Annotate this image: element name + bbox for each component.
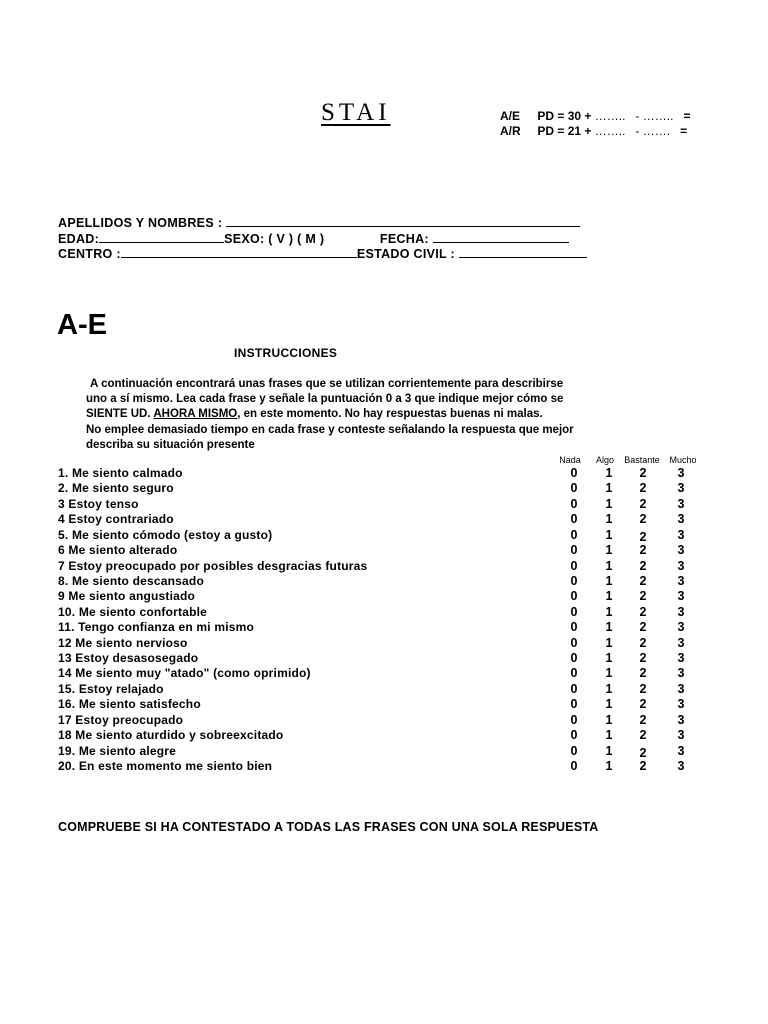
score-option[interactable]: 3	[677, 528, 685, 542]
item-text: 9 Me siento angustiado	[58, 589, 196, 603]
instructions-line-4: No emplee demasiado tiempo en cada frase y conteste señalando la respuesta que mejor	[86, 424, 574, 436]
score-option[interactable]: 2	[639, 713, 647, 727]
age-sex-date-row	[58, 230, 569, 246]
score-option[interactable]: 2	[639, 697, 647, 711]
sex-label: SEXO: ( V ) ( M )	[224, 232, 325, 246]
names-field	[58, 214, 580, 230]
date-input-line[interactable]	[433, 230, 569, 243]
score-sep: -	[635, 124, 640, 138]
score-option[interactable]: 0	[570, 666, 578, 680]
score-option[interactable]: 2	[639, 481, 647, 495]
instructions-title: INSTRUCCIONES	[234, 346, 338, 360]
score-option[interactable]: 0	[570, 682, 578, 696]
instructions-line-3	[86, 408, 543, 420]
item-text: 17 Estoy preocupado	[58, 713, 184, 727]
column-header-mucho: Mucho	[669, 455, 697, 465]
score-option[interactable]: 2	[639, 497, 647, 511]
item-text: 4 Estoy contrariado	[58, 512, 174, 526]
score-option[interactable]: 2	[639, 651, 647, 665]
score-option[interactable]: 3	[677, 651, 685, 665]
score-option[interactable]: 3	[677, 728, 685, 742]
score-option[interactable]: 2	[639, 759, 647, 773]
item-text: 10. Me siento confortable	[58, 605, 208, 619]
score-option[interactable]: 1	[605, 744, 613, 758]
item-text: 12 Me siento nervioso	[58, 636, 188, 650]
instructions-line-2: uno a sí mismo. Lea cada frase y señale la puntuación 0 a 3 que indique mejor cómo se	[86, 393, 564, 405]
score-option[interactable]: 0	[570, 543, 578, 557]
item-text: 8. Me siento descansado	[58, 574, 204, 588]
score-option[interactable]: 1	[605, 543, 613, 557]
score-option[interactable]: 1	[605, 512, 613, 526]
item-text: 7 Estoy preocupado por posibles desgracias futuras	[58, 559, 368, 573]
page-title: STAI	[321, 99, 391, 126]
score-sep: -	[635, 109, 640, 123]
score-option[interactable]: 2	[639, 682, 647, 696]
score-dots: ……..	[594, 109, 626, 123]
score-option[interactable]: 3	[677, 682, 685, 696]
item-text: 6 Me siento alterado	[58, 543, 178, 557]
date-label: FECHA:	[379, 232, 429, 246]
item-text: 18 Me siento aturdido y sobreexcitado	[58, 728, 284, 742]
score-option[interactable]: 1	[605, 589, 613, 603]
score-option[interactable]: 1	[605, 528, 613, 542]
score-option[interactable]: 3	[677, 636, 685, 650]
item-text: 16. Me siento satisfecho	[58, 697, 201, 711]
score-option[interactable]: 1	[605, 497, 613, 511]
item-text: 20. En este momento me siento bien	[58, 759, 273, 773]
score-option[interactable]: 1	[605, 713, 613, 727]
civil-input-line[interactable]	[459, 245, 587, 258]
instructions-emphasis: AHORA MISMO	[153, 408, 238, 420]
score-eq: =	[680, 124, 688, 138]
score-ae	[500, 109, 690, 123]
score-option[interactable]: 2	[639, 574, 647, 588]
score-option[interactable]: 0	[570, 620, 578, 634]
score-option[interactable]: 3	[677, 574, 685, 588]
score-option[interactable]: 3	[677, 466, 685, 480]
score-option[interactable]: 3	[677, 713, 685, 727]
center-civil-row	[58, 245, 587, 261]
item-text: 15. Estoy relajado	[58, 682, 164, 696]
score-option[interactable]: 1	[605, 759, 613, 773]
item-text: 1. Me siento calmado	[58, 466, 183, 480]
score-option[interactable]: 2	[639, 666, 647, 680]
column-header-nada: Nada	[559, 455, 581, 465]
score-option[interactable]: 2	[639, 466, 647, 480]
score-option[interactable]: 2	[639, 636, 647, 650]
names-input-line[interactable]	[226, 214, 580, 227]
score-option[interactable]: 1	[605, 466, 613, 480]
score-option[interactable]: 1	[605, 481, 613, 495]
score-option[interactable]: 0	[570, 512, 578, 526]
instructions-line-3-post: , en este momento. No hay respuestas buenas ni malas.	[237, 408, 543, 420]
score-option[interactable]: 0	[570, 713, 578, 727]
score-eq: =	[683, 109, 691, 123]
score-formula: PD = 21 +	[537, 124, 592, 138]
civil-label: ESTADO CIVIL :	[356, 247, 456, 261]
score-option[interactable]: 3	[677, 497, 685, 511]
score-option[interactable]: 3	[677, 605, 685, 619]
score-option[interactable]: 1	[605, 728, 613, 742]
score-option[interactable]: 2	[639, 589, 647, 603]
score-option[interactable]: 0	[570, 589, 578, 603]
instructions-line-5: describa su situación presente	[86, 439, 255, 451]
score-option[interactable]: 0	[570, 559, 578, 573]
score-label: A/E	[500, 109, 521, 123]
score-option[interactable]: 0	[570, 744, 578, 758]
score-ar	[500, 124, 687, 138]
score-option[interactable]: 1	[605, 651, 613, 665]
score-option[interactable]: 0	[570, 574, 578, 588]
score-option[interactable]: 3	[677, 620, 685, 634]
item-text: 13 Estoy desasosegado	[58, 651, 199, 665]
score-option[interactable]: 1	[605, 682, 613, 696]
score-option[interactable]: 2	[639, 559, 647, 573]
score-option[interactable]: 1	[605, 666, 613, 680]
score-option[interactable]: 1	[605, 636, 613, 650]
score-option[interactable]: 2	[639, 746, 647, 760]
score-option[interactable]: 1	[605, 559, 613, 573]
instructions-line-1: A continuación encontrará unas frases que se utilizan corrientemente para describirse	[90, 378, 564, 390]
score-option[interactable]: 0	[570, 759, 578, 773]
score-option[interactable]: 2	[639, 512, 647, 526]
score-dots: …….	[642, 124, 671, 138]
score-option[interactable]: 2	[639, 728, 647, 742]
age-input-line[interactable]	[99, 230, 224, 243]
score-option[interactable]: 1	[605, 605, 613, 619]
column-header-algo: Algo	[595, 455, 614, 465]
score-option[interactable]: 0	[570, 528, 578, 542]
item-text: 3 Estoy tenso	[58, 497, 139, 511]
score-option[interactable]: 3	[677, 759, 685, 773]
score-dots: ……..	[594, 124, 626, 138]
item-text: 19. Me siento alegre	[58, 744, 177, 758]
score-option[interactable]: 0	[570, 481, 578, 495]
score-option[interactable]: 1	[605, 574, 613, 588]
center-input-line[interactable]	[121, 245, 357, 258]
score-option[interactable]: 3	[677, 481, 685, 495]
score-option[interactable]: 0	[570, 697, 578, 711]
center-label: CENTRO :	[58, 247, 121, 261]
item-text: 5. Me siento cómodo (estoy a gusto)	[58, 528, 273, 542]
score-option[interactable]: 1	[605, 697, 613, 711]
score-option[interactable]: 0	[570, 728, 578, 742]
score-option[interactable]: 2	[639, 530, 647, 544]
score-option[interactable]: 2	[639, 620, 647, 634]
age-label: EDAD:	[58, 232, 100, 246]
score-option[interactable]: 3	[677, 559, 685, 573]
score-option[interactable]: 3	[677, 512, 685, 526]
score-option[interactable]: 0	[570, 466, 578, 480]
column-header-bastante: Bastante	[624, 455, 660, 465]
score-option[interactable]: 3	[677, 543, 685, 557]
section-heading: A-E	[57, 309, 107, 341]
score-option[interactable]: 0	[570, 636, 578, 650]
score-option[interactable]: 0	[570, 651, 578, 665]
item-text: 14 Me siento muy "atado" (como oprimido)	[58, 666, 311, 680]
score-label: A/R	[500, 124, 521, 138]
item-text: 11. Tengo confianza en mi mismo	[58, 620, 255, 634]
footer-note: COMPRUEBE SI HA CONTESTADO A TODAS LAS FRASES CON UNA SOLA RESPUESTA	[58, 820, 599, 834]
score-option[interactable]: 1	[605, 620, 613, 634]
score-option[interactable]: 0	[570, 497, 578, 511]
score-option[interactable]: 3	[677, 589, 685, 603]
score-option[interactable]: 3	[677, 697, 685, 711]
score-option[interactable]: 0	[570, 605, 578, 619]
item-text: 2. Me siento seguro	[58, 481, 174, 495]
instructions-line-3-pre: SIENTE UD.	[86, 408, 151, 420]
score-formula: PD = 30 +	[537, 109, 592, 123]
score-option[interactable]: 3	[677, 666, 685, 680]
score-option[interactable]: 3	[677, 744, 685, 758]
names-label: APELLIDOS Y NOMBRES :	[58, 216, 223, 230]
score-option[interactable]: 2	[639, 543, 647, 557]
score-dots: ……..	[642, 109, 674, 123]
score-option[interactable]: 2	[639, 605, 647, 619]
